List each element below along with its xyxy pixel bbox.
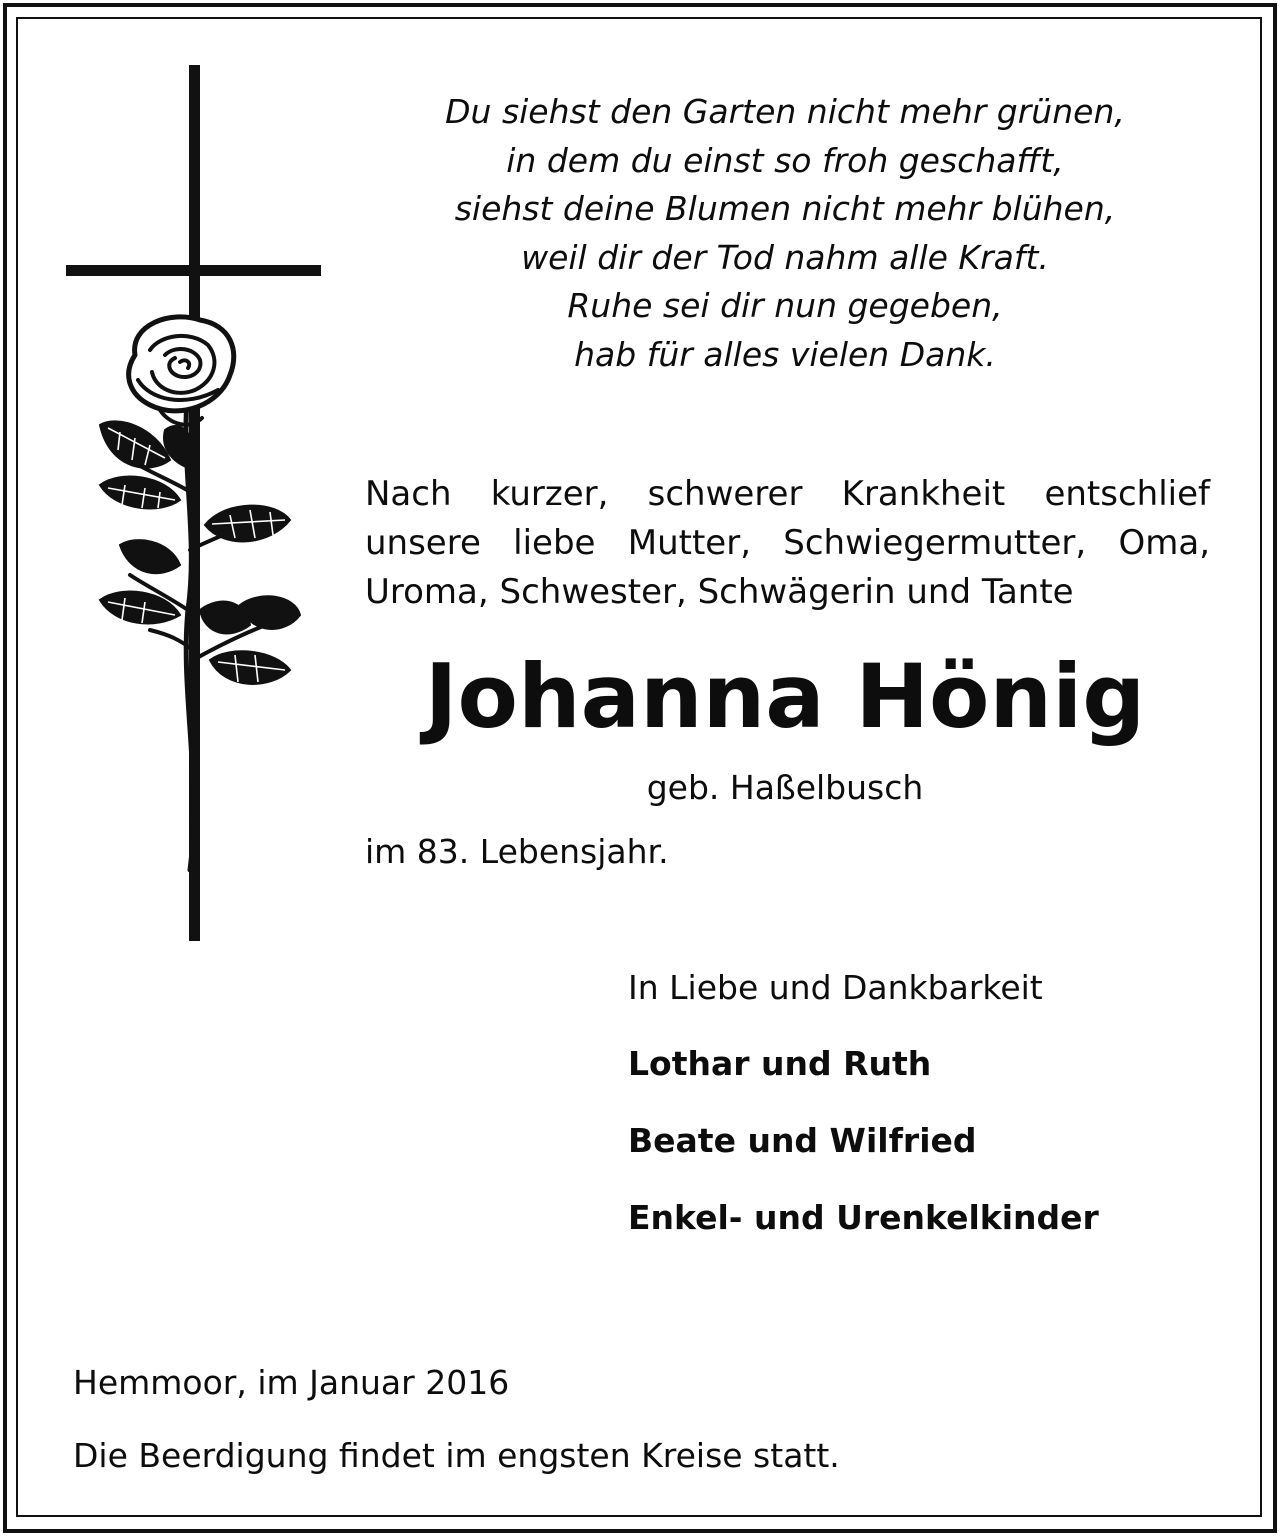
rose-icon bbox=[90, 310, 310, 910]
maiden-name: geb. Haßelbusch bbox=[646, 768, 924, 807]
announcement-line: unsere liebe Mutter, Schwiegermutter, Oma, bbox=[365, 523, 1210, 563]
poem-line: in dem du einst so froh geschafft, bbox=[506, 140, 1064, 180]
poem-line: weil dir der Tod nahm alle Kraft. bbox=[521, 237, 1049, 277]
mourner-family: Enkel- und Urenkelkinder bbox=[628, 1198, 1099, 1237]
poem-line: Ruhe sei dir nun gegeben, bbox=[567, 286, 1003, 326]
announcement-line: Nach kurzer, schwerer Krankheit entschlief bbox=[365, 474, 1210, 514]
place-date: Hemmoor, im Januar 2016 bbox=[73, 1363, 510, 1402]
poem-line: siehst deine Blumen nicht mehr blühen, bbox=[454, 189, 1116, 229]
cross-horizontal-beam bbox=[66, 265, 321, 276]
mourner-family: Beate und Wilfried bbox=[628, 1121, 977, 1160]
poem-line: hab für alles vielen Dank. bbox=[574, 334, 996, 374]
footer bbox=[73, 1360, 840, 1506]
age-text: im 83. Lebensjahr. bbox=[365, 832, 669, 871]
poem-line: Du siehst den Garten nicht mehr grünen, bbox=[445, 92, 1125, 131]
announcement-line: Uroma, Schwester, Schwägerin und Tante bbox=[365, 572, 1074, 612]
announcement-text bbox=[365, 470, 1210, 617]
funeral-note: Die Beerdigung findet im engsten Kreise statt. bbox=[73, 1436, 840, 1475]
mourners-block bbox=[628, 965, 1099, 1272]
mourners-lead: In Liebe und Dankbarkeit bbox=[628, 968, 1043, 1007]
mourner-family: Lothar und Ruth bbox=[628, 1044, 932, 1083]
deceased-name: Johanna Hönig bbox=[424, 645, 1146, 748]
poem bbox=[400, 88, 1170, 380]
